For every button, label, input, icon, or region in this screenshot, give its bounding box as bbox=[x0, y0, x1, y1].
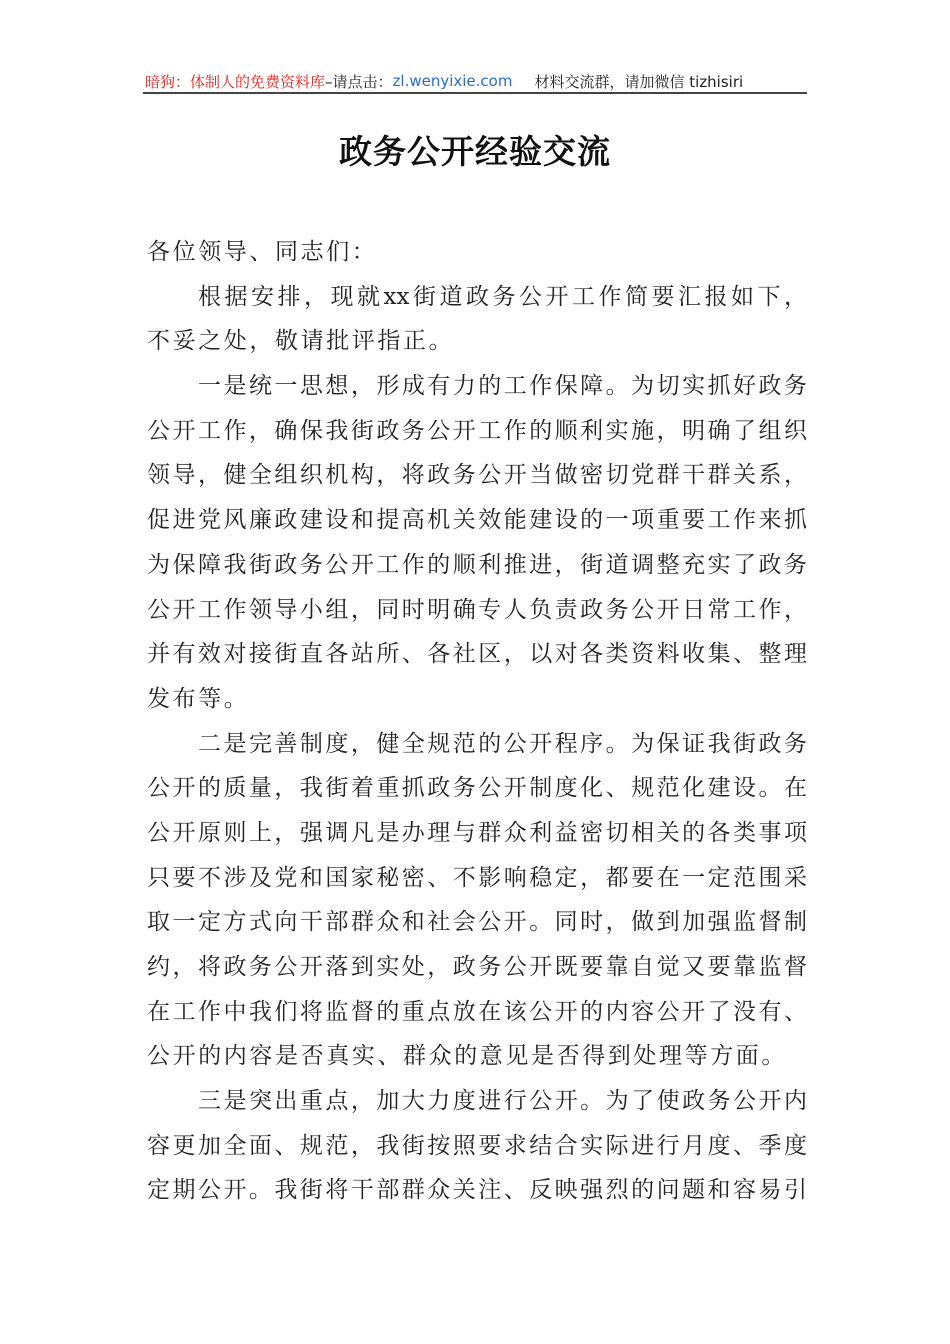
text-line: 只要不涉及党和国家秘密、不影响稳定，都要在一定范围采 bbox=[147, 864, 807, 891]
text-line: 不妥之处，敬请批评指正。 bbox=[147, 328, 455, 355]
text-line: 为保障我街政务公开工作的顺利推进，街道调整充实了政务 bbox=[147, 551, 807, 578]
text-line: 根据安排，现就xx街道政务公开工作简要汇报如下， bbox=[198, 283, 807, 310]
document-body bbox=[147, 230, 807, 1213]
group-info: 材料交流群，请加微信 tizhisiri bbox=[534, 72, 744, 91]
text-line: 在工作中我们将监督的重点放在该公开的内容公开了没有、 bbox=[147, 998, 807, 1025]
salutation: 各位领导、同志们： bbox=[147, 239, 378, 265]
text-line: 促进党风廉政建设和提高机关效能建设的一项重要工作来抓 bbox=[147, 507, 807, 534]
text-line: 约，将政务公开落到实处，政务公开既要靠自觉又要靠监督 bbox=[147, 954, 807, 980]
site-name: 暗狗：体制人的免费资料库 bbox=[145, 72, 326, 91]
site-link[interactable]: zl.wenyixie.com bbox=[392, 72, 513, 90]
text-line: 一是统一思想，形成有力的工作保障。为切实抓好政务 bbox=[198, 373, 807, 400]
text-line: 公开原则上，强调凡是办理与群众利益密切相关的各类事项 bbox=[147, 819, 807, 846]
text-line: 取一定方式向干部群众和社会公开。同时，做到加强监督制 bbox=[147, 909, 807, 936]
click-prompt: –请点击： bbox=[325, 72, 393, 91]
text-line: 三是突出重点，加大力度进行公开。为了使政务公开内 bbox=[198, 1088, 807, 1115]
page-header bbox=[145, 70, 807, 92]
text-line: 二是完善制度，健全规范的公开程序。为保证我街政务 bbox=[198, 730, 807, 757]
header-rule bbox=[143, 92, 807, 94]
text-line: 发布等。 bbox=[147, 685, 250, 712]
text-line: 公开的内容是否真实、群众的意见是否得到处理等方面。 bbox=[147, 1043, 787, 1070]
text-line: 领导，健全组织机构，将政务公开当做密切党群干群关系， bbox=[147, 462, 807, 489]
document-title: 政务公开经验交流 bbox=[339, 132, 611, 171]
text-line: 公开的质量，我街着重抓政务公开制度化、规范化建设。在 bbox=[147, 775, 807, 802]
text-line: 容更加全面、规范，我街按照要求结合实际进行月度、季度 bbox=[147, 1132, 807, 1159]
text-line: 公开工作领导小组，同时明确专人负责政务公开日常工作， bbox=[147, 596, 807, 623]
text-line: 并有效对接街直各站所、各社区，以对各类资料收集、整理 bbox=[147, 641, 807, 668]
text-line: 公开工作，确保我街政务公开工作的顺利实施，明确了组织 bbox=[147, 417, 807, 444]
text-line: 定期公开。我街将干部群众关注、反映强烈的问题和容易引 bbox=[147, 1177, 807, 1204]
